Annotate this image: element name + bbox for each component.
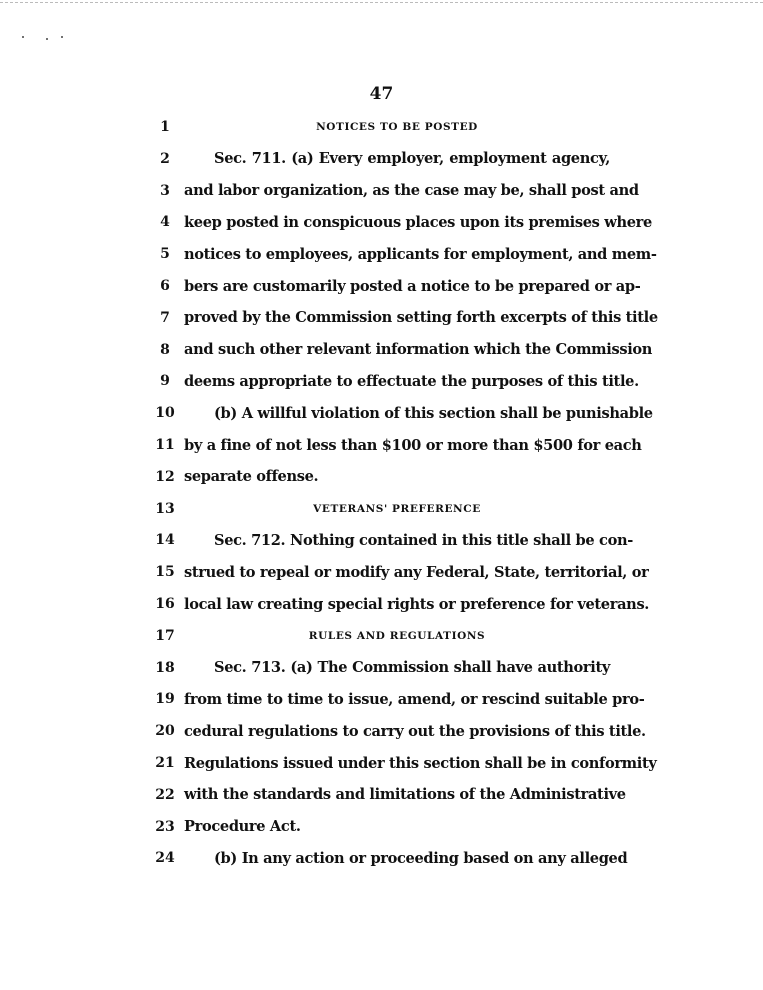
line-text: keep posted in conspicuous places upon its premises where — [184, 213, 652, 231]
line-number: 16 — [155, 596, 175, 612]
document-line — [150, 429, 642, 461]
line-text: cedural regulations to carry out the provisions of this title. — [184, 722, 646, 740]
line-text: Regulations issued under this section shall be in conformity — [184, 754, 657, 772]
line-number: 14 — [155, 532, 175, 549]
line-text: by a fine of not less than $100 or more than $500 for each — [184, 436, 642, 454]
line-text: deems appropriate to effectuate the purposes of this title. — [184, 372, 639, 390]
section-heading: NOTICES TO BE POSTED — [316, 121, 478, 133]
document-line — [150, 524, 633, 556]
line-text: Sec. 713. (a) The Commission shall have authority — [214, 659, 610, 677]
line-number: 4 — [160, 214, 170, 231]
line-text: Sec. 711. (a) Every employer, employment agency, — [214, 150, 610, 168]
document-line — [150, 302, 658, 334]
line-number: 24 — [155, 850, 175, 867]
scan-speck — [46, 38, 48, 40]
line-text: from time to time to issue, amend, or rescind suitable pro- — [184, 690, 645, 708]
line-number: 8 — [160, 341, 170, 358]
document-line — [150, 652, 610, 684]
document-line — [150, 270, 641, 302]
document-line — [150, 143, 610, 175]
line-number: 20 — [155, 723, 175, 740]
scan-speck — [22, 36, 24, 38]
document-line — [150, 620, 610, 652]
document-line — [150, 111, 610, 143]
line-number: 22 — [155, 786, 175, 803]
line-number: 15 — [155, 564, 175, 581]
line-text: Sec. 712. Nothing contained in this title shall be con- — [214, 531, 633, 549]
line-text: and such other relevant information which the Commission — [184, 341, 653, 359]
line-text: notices to employees, applicants for employment, and mem- — [184, 245, 657, 263]
line-text: local law creating special rights or preference for veterans. — [184, 595, 650, 613]
line-number: 21 — [155, 755, 175, 771]
line-text: strued to repeal or modify any Federal, State, territorial, or — [184, 563, 649, 581]
line-number: 3 — [160, 182, 170, 199]
document-line — [150, 588, 650, 620]
document-line — [150, 334, 653, 366]
line-text: Procedure Act. — [184, 818, 301, 836]
line-text: separate offense. — [184, 468, 319, 486]
line-number: 1 — [160, 119, 170, 135]
line-text: proved by the Commission setting forth excerpts of this title — [184, 309, 658, 327]
document-line — [150, 175, 639, 207]
line-number: 10 — [155, 405, 175, 422]
line-number: 6 — [160, 278, 170, 294]
document-line — [150, 365, 639, 397]
line-number: 5 — [160, 246, 170, 263]
section-heading: RULES AND REGULATIONS — [308, 629, 486, 642]
document-line — [150, 842, 628, 874]
line-text: and labor organization, as the case may be, shall post and — [184, 182, 639, 200]
line-text: with the standards and limitations of the Administrative — [184, 786, 626, 804]
line-number: 7 — [160, 309, 170, 326]
document-line — [150, 556, 649, 588]
page-number: 47 — [369, 84, 394, 104]
line-text: (b) In any action or proceeding based on any alleged — [214, 849, 628, 867]
document-line — [150, 238, 657, 270]
scan-speck — [61, 36, 63, 38]
line-number: 2 — [160, 150, 170, 167]
document-line — [150, 811, 610, 843]
document-line — [150, 747, 657, 779]
document-line — [150, 715, 646, 747]
scan-edge — [0, 2, 763, 3]
line-number: 12 — [155, 468, 175, 485]
line-number: 11 — [155, 437, 175, 453]
line-text: bers are customarily posted a notice to be prepared or ap- — [184, 277, 641, 295]
line-number: 18 — [155, 659, 175, 676]
document-line — [150, 397, 653, 429]
document-line — [150, 493, 610, 525]
line-number: 13 — [155, 500, 175, 517]
document-line — [150, 461, 610, 493]
line-number: 23 — [155, 818, 175, 835]
line-number: 9 — [160, 373, 170, 390]
line-number: 19 — [155, 691, 175, 708]
line-text: (b) A willful violation of this section shall be punishable — [214, 404, 653, 422]
document-line — [150, 683, 645, 715]
document-line — [150, 206, 652, 238]
line-number: 17 — [155, 627, 175, 644]
section-heading: VETERANS' PREFERENCE — [313, 502, 481, 515]
document-line — [150, 779, 626, 811]
